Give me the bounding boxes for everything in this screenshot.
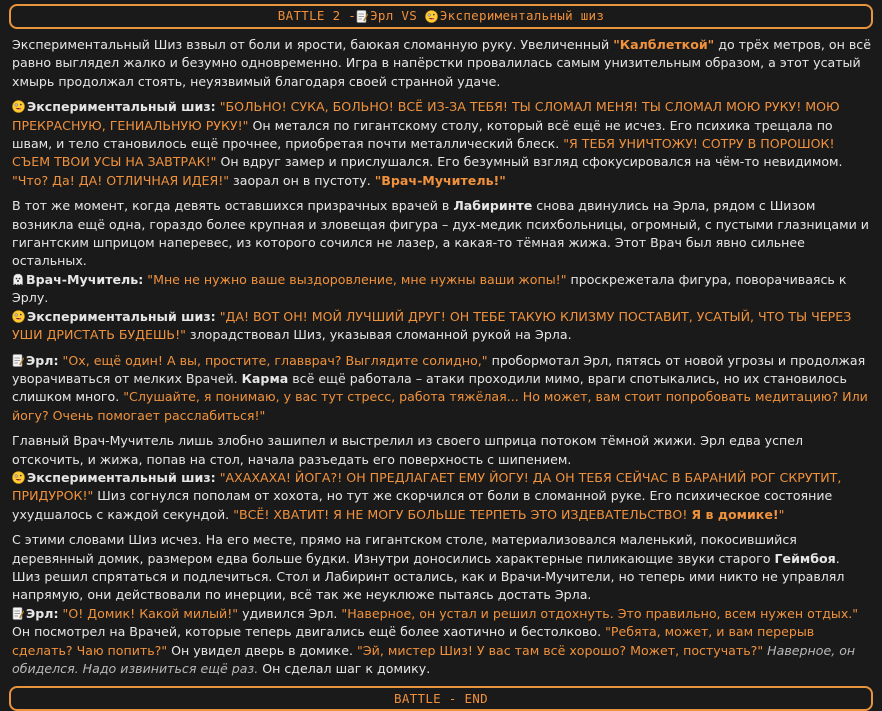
- narration-text: Он увидел дверь в домике.: [167, 642, 358, 658]
- dialogue-paragraph: [12, 271, 872, 308]
- ghost-icon: [12, 273, 24, 286]
- narration-text: Он сделал шаг к домику.: [258, 661, 431, 676]
- speech-quote: "Наверное, он устал и решил отдохнуть. Это правильно, всем нужен отдых.": [341, 605, 859, 621]
- narration-text: Главный Врач-Мучитель лишь злобно зашипел и выстрелил из своего шприца потоком тёмной жижи. Эрл едва успел отскочить, и жижа, попав на стол, начала разъедать его поверхность с шипением.: [12, 433, 804, 467]
- header-vs: VS: [393, 8, 425, 24]
- crazy-face-icon: [12, 100, 25, 113]
- speech-quote: "ДА! ВОТ ОН! МОЙ ЛУЧШИЙ ДРУГ! ОН ТЕБЕ ТАКУЮ КЛИЗМУ ПОСТАВИТ, УСАТЫЙ, ЧТО ТЫ ЧЕРЕЗ УШИ ДРИСТАТЬ БУДЕШЬ!": [12, 308, 852, 343]
- memo-icon: [12, 607, 24, 620]
- narration-text: Он метался по гигантскому столу, который всё ещё не исчез. Его психика трещала по швам, и тело становилось ещё прочнее, приобретая почти металлический блеск.: [12, 117, 833, 152]
- memo-icon: [12, 354, 24, 367]
- crazy-face-icon: [12, 471, 25, 484]
- narration-text: до трёх метров, он всё равно выглядел жалко и безумно одновременно. Игра в напёрстки провалилась самым унизительным образом, а этот усатый хмырь продолжал стоять, неуязвимый благодаря своей странной удаче.: [12, 37, 871, 89]
- crazy-face-icon: [425, 10, 438, 23]
- narration-text: всё ещё работала – атаки проходили мимо, враги спотыкались, но их становилось слишком много.: [12, 370, 847, 405]
- narration-text: Он посмотрел на Врачей, которые теперь двигались ещё более хаотично и бестолково.: [12, 624, 606, 640]
- narration-text: злорадствовал Шиз, указывая сломанной рукой на Эрла.: [185, 327, 572, 343]
- narration-text: Шиз согнулся пополам от хохота, но тут же скорчился от боли в сломанной руке. Его психическое состояние ухудшалось с каждой секундой.: [12, 488, 833, 522]
- narration-paragraph: [12, 36, 872, 91]
- item-name: Геймбоя: [774, 550, 836, 566]
- speech-quote: "Эй, мистер Шиз! У вас там всё хорошо? Может, постучать?": [357, 642, 764, 658]
- speech-quote: "Я ТЕБЯ УНИЧТОЖУ! СОТРУ В ПОРОШОК! СЪЕМ ТВОИ УСЫ НА ЗАВТРАК!": [12, 136, 835, 170]
- item-name: "Калблеткой": [613, 37, 715, 52]
- battle-log: [0, 29, 882, 678]
- narration-text: Он вдруг замер и прислушался. Его безумный взгляд сфокусировался на чём-то невидимом.: [216, 154, 843, 170]
- narration-paragraph: [12, 531, 872, 605]
- speaker-name: Экспериментальный шиз:: [27, 99, 216, 115]
- speech-quote: "АХАХАХА! ЙОГА?! ОН ПРЕДЛАГАЕТ ЕМУ ЙОГУ! ДА ОН ТЕБЯ СЕЙЧАС В БАРАНИЙ РОГ СКРУТИТ, ПРИДУРОК!": [12, 469, 842, 504]
- speech-quote: "Ребята, может, и вам перерыв сделать? Чаю попить?": [12, 624, 815, 658]
- crazy-face-icon: [12, 310, 25, 323]
- dialogue-paragraph: [12, 469, 872, 524]
- speech-quote: ": [778, 506, 785, 522]
- skill-name: Карма: [241, 370, 289, 386]
- narration-text: заорал он в пустоту.: [229, 172, 375, 188]
- narration-text: С этими словами Шиз исчез. На его месте, прямо на гигантском столе, материализовался маленький, покосившийся деревянный домик, размером едва больше будки. Изнутри доносились характерные пиликающие звуки старого: [12, 532, 797, 566]
- speaker-name: Врач-Мучитель:: [26, 271, 144, 287]
- speaker-name: Эрл:: [26, 605, 59, 621]
- speech-quote: "Что? Да! ДА! ОТЛИЧНАЯ ИДЕЯ!": [12, 172, 230, 188]
- speech-quote: "БОЛЬНО! СУКА, БОЛЬНО! ВСЁ ИЗ-ЗА ТЕБЯ! ТЫ СЛОМАЛ МЕНЯ! ТЫ СЛОМАЛ МОЮ РУКУ! МОЮ ПРЕКРАСНУЮ, ГЕНИАЛЬНУЮ РУКУ!": [12, 99, 840, 133]
- narration-text: пробормотал Эрл, пятясь от новой угрозы и продолжая уворачиваться от мелких Врачей.: [12, 352, 866, 386]
- narration-paragraph: [12, 432, 872, 469]
- location-name: Лабиринте: [453, 198, 533, 214]
- speaker-name: Эрл:: [26, 352, 59, 368]
- narration-text: снова двинулись на Эрла, рядом с Шизом возникла ещё одна, гораздо более крупная и зловещая фигура – дух-медик психбольницы, огромный, с пустыми глазницами и гигантским шприцом наперевес, из которого сочился не лазер, а какая-то тёмная жижа. Этот Врач был явно сильнее остальных.: [12, 198, 869, 269]
- speaker-name: Экспериментальный шиз:: [27, 469, 216, 485]
- inner-thought: Наверное, он обиделся. Надо извиниться ещё раз.: [12, 642, 856, 676]
- dialogue-paragraph: [12, 352, 872, 426]
- speech-quote: "Слушайте, я понимаю, у вас тут стресс, работа тяжёлая... Но может, вам стоит попробовать медитацию? Или йогу? Очень помогает расслабиться!": [12, 389, 868, 423]
- narration-text: Экспериментальный Шиз взвыл от боли и ярости, баюкая сломанную руку. Увеличенный: [12, 37, 614, 52]
- speech-quote: "ВСЁ! ХВАТИТ! Я НЕ МОГУ БОЛЬШЕ ТЕРПЕТЬ ЭТО ИЗДЕВАТЕЛЬСТВО!: [233, 506, 692, 522]
- narration-text: удивился Эрл.: [238, 605, 342, 621]
- speech-quote: "О! Домик! Какой милый!": [62, 605, 239, 621]
- header-player-name: Эрл: [370, 8, 394, 24]
- narration-text: проскрежетала фигура, поворачиваясь к Эрлу.: [12, 271, 847, 306]
- battle-end-banner: [9, 686, 873, 711]
- memo-icon: [356, 10, 368, 23]
- speech-quote: "Ох, ещё один! А вы, простите, главврач? Выглядите солидно,": [62, 352, 488, 368]
- dialogue-paragraph: [12, 308, 872, 345]
- speech-quote: "Мне не нужно ваше выздоровление, мне нужны ваши жопы!": [147, 271, 567, 287]
- dialogue-paragraph: [12, 605, 872, 679]
- header-prefix: BATTLE 2 -: [277, 8, 357, 24]
- footer-label: BATTLE - END: [394, 690, 488, 706]
- dialogue-paragraph: [12, 98, 872, 190]
- narration-text: В тот же момент, когда девять оставшихся призрачных врачей в: [12, 198, 454, 214]
- header-enemy-name: Экспериментальный шиз: [439, 8, 605, 24]
- battle-header-banner: [9, 4, 873, 29]
- speech-quote-emphasis: Я в домике!: [691, 506, 779, 522]
- narration-text: . Шиз решил спрятаться и подлечиться. Стол и Лабиринт остались, как и Врачи-Мучители, но теперь ими никто не управлял напрямую, они действовали по инерции, всё так же неуклюже пытаясь достать Эрла.: [12, 550, 845, 603]
- speech-quote: "Врач-Мучитель!": [374, 172, 506, 188]
- narration-paragraph: [12, 197, 872, 271]
- speaker-name: Экспериментальный шиз:: [27, 308, 216, 324]
